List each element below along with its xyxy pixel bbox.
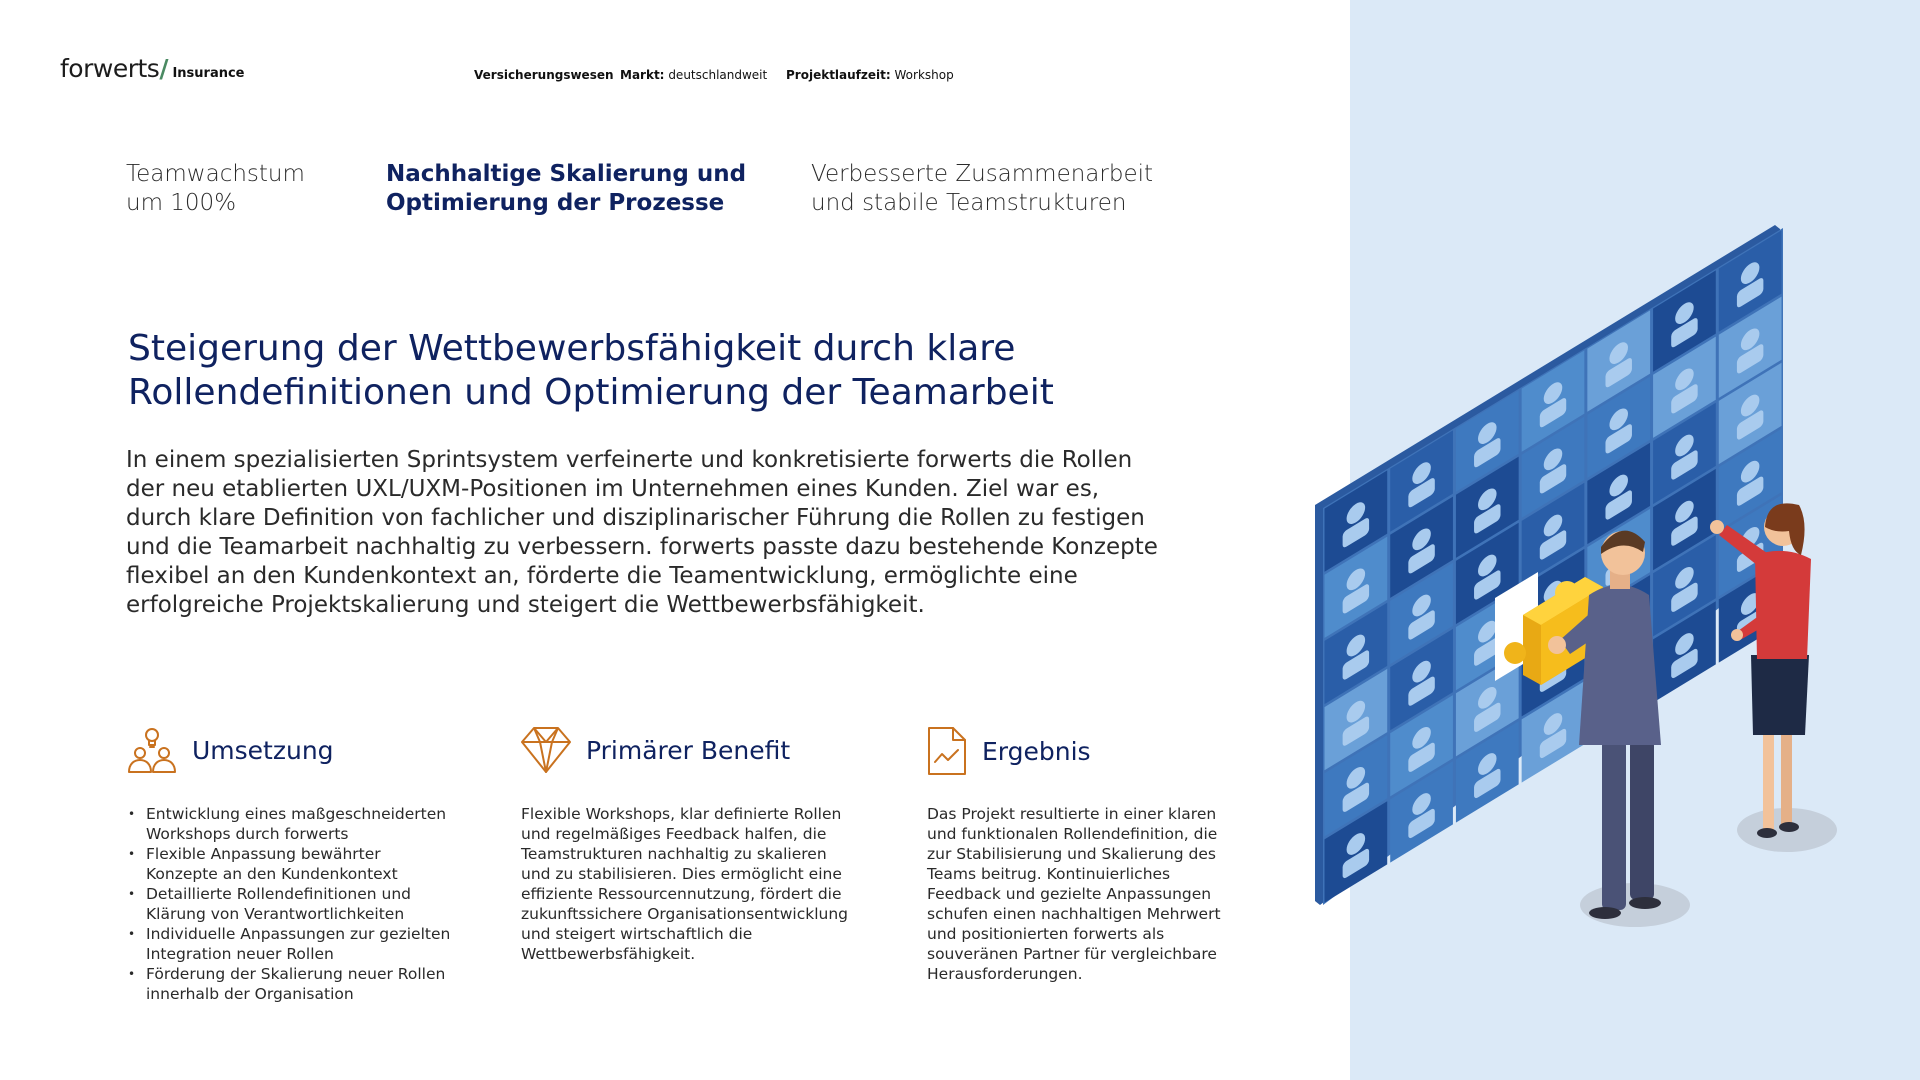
meta-duration — [786, 68, 954, 82]
intro-line: durch klare Definition von fachlicher und disziplinarischer Führung die Rollen zu festigen — [126, 505, 1145, 531]
text-line: Wettbewerbsfähigkeit. — [521, 945, 696, 963]
list-item-line: • Entwicklung eines maßgeschneiderten — [146, 805, 447, 823]
highlight-scaling — [386, 160, 746, 218]
meta-market-label: Markt: — [620, 68, 665, 82]
headline-line: Rollendefinitionen und Optimierung der Teamarbeit — [128, 372, 1054, 413]
list-item — [128, 964, 488, 1004]
list-item-line: • Detaillierte Rollendefinitionen und — [146, 885, 411, 903]
list-item — [128, 884, 488, 924]
highlight-line: Nachhaltige Skalierung und — [386, 161, 747, 187]
text-line: Das Projekt resultierte in einer klaren — [927, 805, 1217, 823]
text-line: Herausforderungen. — [927, 965, 1083, 983]
text-line: Teams beitrug. Kontinuierliches — [927, 865, 1171, 883]
highlight-line: Verbesserte Zusammenarbeit — [811, 161, 1154, 187]
list-item — [128, 804, 488, 844]
puzzle-wall-illustration — [1305, 215, 1865, 955]
intro-line: und die Teamarbeit nachhaltig zu verbessern. forwerts passte dazu bestehende Konzepte — [126, 534, 1158, 560]
highlight-line: um 100% — [126, 190, 237, 216]
text-line: zur Stabilisierung und Skalierung des — [927, 845, 1216, 863]
meta-duration-label: Projektlaufzeit: — [786, 68, 891, 82]
text-line: zukunftssichere Organisationsentwicklung — [521, 905, 849, 923]
text-line: und positionierten forwerts als — [927, 925, 1165, 943]
list-item-line: Konzepte an den Kundenkontext — [146, 865, 398, 883]
ergebnis-title: Ergebnis — [982, 736, 1091, 766]
meta-sector — [474, 68, 614, 82]
text-line: Teamstrukturen nachhaltig zu skalieren — [521, 845, 827, 863]
list-item — [128, 844, 488, 884]
text-line: souveränen Partner für vergleichbare — [927, 945, 1217, 963]
benefit-text — [521, 804, 881, 964]
text-line: Feedback und gezielte Anpassungen — [927, 885, 1212, 903]
diamond-icon — [520, 725, 572, 775]
text-line: schufen einen nachhaltigen Mehrwert — [927, 905, 1221, 923]
text-line: und steigert wirtschaftlich die — [521, 925, 753, 943]
meta-market — [620, 68, 767, 82]
forwerts-logo[interactable] — [60, 54, 245, 83]
intro-line: In einem spezialisierten Sprintsystem verfeinerte und konkretisierte forwerts die Rollen — [126, 447, 1133, 473]
text-line: effiziente Ressourcennutzung, fördert die — [521, 885, 842, 903]
benefit-title: Primärer Benefit — [586, 735, 791, 765]
text-line: Flexible Workshops, klar definierte Rollen — [521, 805, 842, 823]
text-line: und regelmäßiges Feedback halfen, die — [521, 825, 827, 843]
list-item-line: • Individuelle Anpassungen zur gezielten — [146, 925, 451, 943]
ergebnis-heading — [926, 725, 1091, 777]
benefit-heading — [520, 725, 790, 775]
umsetzung-title: Umsetzung — [192, 735, 334, 765]
list-item-line: Integration neuer Rollen — [146, 945, 334, 963]
list-item — [128, 924, 488, 964]
intro-line: der neu etablierten UXL/UXM-Positionen im Unternehmen eines Kunden. Ziel war es, — [126, 476, 1100, 502]
list-item-line: Workshops durch forwerts — [146, 825, 349, 843]
logo-word: forwerts — [60, 54, 160, 83]
list-item-line: • Förderung der Skalierung neuer Rollen — [146, 965, 446, 983]
team-lightbulb-icon — [126, 725, 178, 775]
list-item-line: innerhalb der Organisation — [146, 985, 354, 1003]
highlight-line: und stabile Teamstrukturen — [811, 190, 1127, 216]
umsetzung-heading — [126, 725, 334, 775]
highlight-line: Optimierung der Prozesse — [386, 190, 725, 216]
highlight-line: Teamwachstum — [126, 161, 305, 187]
document-chart-icon — [926, 725, 968, 777]
intro-line: erfolgreiche Projektskalierung und steigert die Wettbewerbsfähigkeit. — [126, 592, 925, 618]
list-item-line: Klärung von Verantwortlichkeiten — [146, 905, 405, 923]
umsetzung-list — [128, 804, 488, 1004]
highlight-collaboration — [811, 160, 1153, 218]
page-headline — [128, 327, 1128, 415]
ergebnis-text — [927, 804, 1287, 984]
intro-paragraph — [126, 446, 1206, 620]
meta-sector-value: Versicherungswesen — [474, 68, 614, 82]
logo-subtitle: Insurance — [172, 66, 245, 81]
highlight-team-growth — [126, 160, 305, 218]
list-item-line: • Flexible Anpassung bewährter — [146, 845, 381, 863]
intro-line: flexibel an den Kundenkontext an, förderte die Teamentwicklung, ermöglichte eine — [126, 563, 1078, 589]
meta-duration-value: Workshop — [894, 68, 954, 82]
text-line: und funktionalen Rollendefinition, die — [927, 825, 1218, 843]
meta-market-value: deutschlandweit — [668, 68, 768, 82]
headline-line: Steigerung der Wettbewerbsfähigkeit durch klare — [128, 328, 1016, 369]
text-line: und zu stabilisieren. Dies ermöglicht eine — [521, 865, 842, 883]
logo-slash: / — [159, 54, 169, 83]
